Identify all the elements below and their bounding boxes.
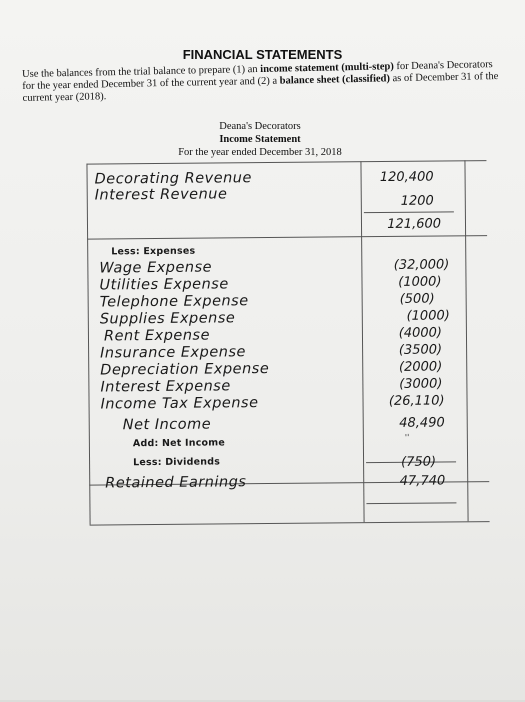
add-net-income-label: Add: Net Income: [132, 437, 226, 450]
expense-label: Interest Expense: [100, 378, 231, 396]
revenue-amount: 120,400: [379, 169, 434, 186]
expense-label: Wage Expense: [99, 259, 213, 277]
expense-label: Income Tax Expense: [100, 395, 259, 413]
company-name: Deana's Decorators: [219, 121, 301, 132]
expense-label: Rent Expense: [103, 327, 211, 345]
expense-label: Telephone Expense: [99, 293, 249, 311]
expense-label: Supplies Expense: [99, 310, 236, 328]
rule-top: [86, 160, 486, 164]
expense-amount: (3500): [398, 342, 443, 358]
rule-dividends: [366, 502, 456, 504]
net-income-label: Net Income: [122, 416, 212, 434]
statement-period: For the year ended December 31, 2018: [178, 147, 342, 158]
revenue-label: Interest Revenue: [94, 186, 228, 204]
expense-amount: (1000): [398, 274, 442, 290]
expense-label: Insurance Expense: [100, 344, 246, 362]
revenue-amount: 1200: [400, 193, 434, 209]
expense-label: Utilities Expense: [99, 276, 229, 294]
expense-amount: (3000): [399, 376, 443, 392]
carry-tick: '': [404, 432, 410, 442]
instructions-text-2: for Deana's Decorators for the year ended December 31 of the current year and (2) a: [22, 59, 493, 92]
retained-earnings-label: Retained Earnings: [105, 474, 247, 492]
less-dividends-label: Less: Dividends: [133, 456, 221, 469]
less-expenses-label: Less: Expenses: [111, 245, 196, 258]
rule-right: [464, 160, 468, 521]
instructions-bold-2: balance sheet (classified): [279, 73, 391, 87]
instructions-bold-1: income statement (multi-step): [260, 61, 394, 76]
expense-amount: (2000): [398, 359, 443, 375]
expense-label: Depreciation Expense: [100, 361, 270, 379]
instructions-text-1: Use the balances from the trial balance to prepare (1) an: [22, 64, 261, 80]
page-heading: FINANCIAL STATEMENTS: [182, 47, 343, 62]
rule-revenue-sub: [364, 211, 454, 213]
total-revenue: 121,600: [387, 216, 442, 232]
rule-revenue-bottom: [87, 235, 487, 239]
expense-amount: (1000): [406, 308, 450, 324]
expense-amount: (26,110): [388, 393, 445, 409]
revenue-label: Decorating Revenue: [94, 170, 252, 188]
rule-bottom: [90, 521, 490, 525]
dividends-amount: (750): [401, 454, 437, 470]
retained-earnings-amount: 47,740: [399, 473, 446, 489]
instructions-text-3: as of December 31 of the current year (2018).: [22, 71, 499, 104]
expense-amount: (4000): [398, 325, 443, 341]
expense-amount: (500): [399, 291, 435, 307]
net-income-amount: 48,490: [399, 415, 445, 431]
statement-title: Income Statement: [219, 134, 301, 145]
expense-amount: (32,000): [393, 257, 450, 273]
rule-left: [86, 164, 90, 525]
